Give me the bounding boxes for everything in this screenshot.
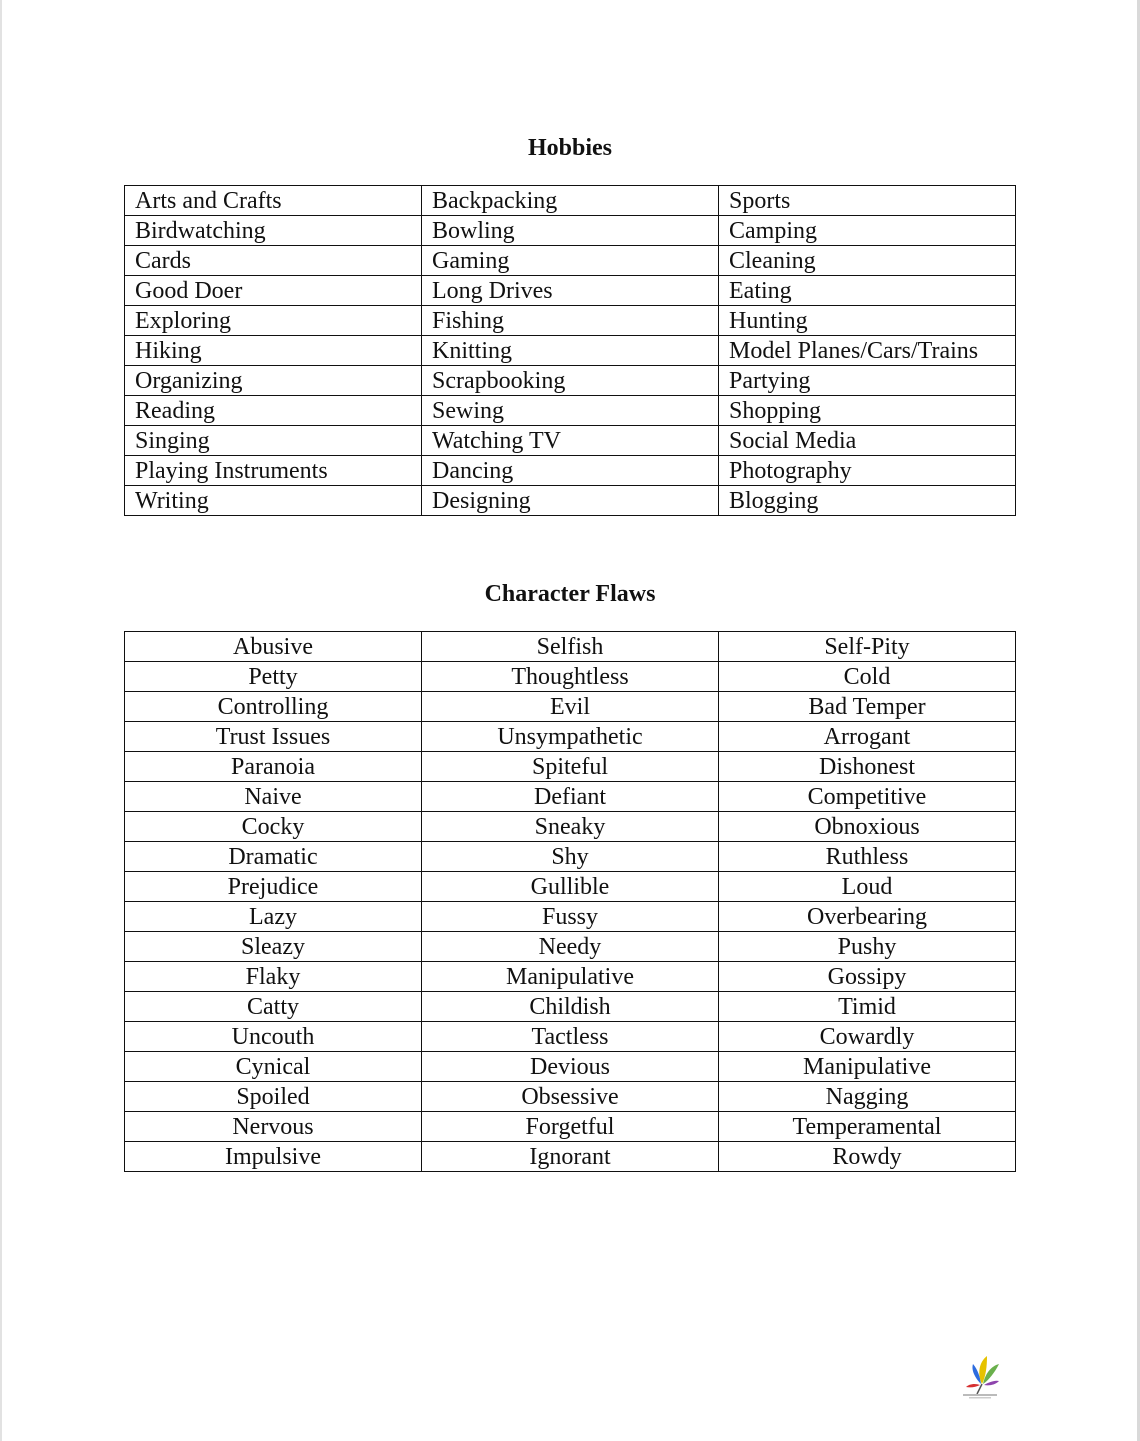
character-flaws-table-cell: Overbearing — [719, 902, 1016, 932]
character-flaws-table-row — [125, 992, 1016, 1022]
character-flaws-table-cell: Controlling — [125, 692, 422, 722]
character-flaws-table-row — [125, 1052, 1016, 1082]
character-flaws-table-cell: Temperamental — [719, 1112, 1016, 1142]
character-flaws-table-row — [125, 842, 1016, 872]
character-flaws-table-cell: Unsympathetic — [422, 722, 719, 752]
hobbies-table-cell: Gaming — [422, 246, 719, 276]
hobbies-table-cell: Knitting — [422, 336, 719, 366]
character-flaws-table-cell: Cocky — [125, 812, 422, 842]
character-flaws-table-row — [125, 782, 1016, 812]
character-flaws-table-cell: Catty — [125, 992, 422, 1022]
hobbies-table-cell: Photography — [719, 456, 1016, 486]
character-flaws-table-cell: Obsessive — [422, 1082, 719, 1112]
character-flaws-table-cell: Uncouth — [125, 1022, 422, 1052]
character-flaws-table-cell: Tactless — [422, 1022, 719, 1052]
character-flaws-table-row — [125, 902, 1016, 932]
hobbies-table-cell: Cards — [125, 246, 422, 276]
character-flaws-table-cell: Competitive — [719, 782, 1016, 812]
character-flaws-table-cell: Paranoia — [125, 752, 422, 782]
character-flaws-heading: Character Flaws — [484, 581, 656, 607]
hobbies-table-cell: Model Planes/Cars/Trains — [719, 336, 1016, 366]
hobbies-table-row — [125, 306, 1016, 336]
hobbies-table-cell: Backpacking — [422, 186, 719, 216]
character-flaws-table-cell: Spiteful — [422, 752, 719, 782]
character-flaws-table-cell: Lazy — [125, 902, 422, 932]
hobbies-table-row — [125, 486, 1016, 516]
hobbies-table-row — [125, 336, 1016, 366]
hobbies-table-row — [125, 426, 1016, 456]
hobbies-table-cell: Watching TV — [422, 426, 719, 456]
character-flaws-table-cell: Ignorant — [422, 1142, 719, 1172]
character-flaws-table-cell: Rowdy — [719, 1142, 1016, 1172]
logo-caption-mark — [963, 1394, 997, 1396]
hobbies-table-row — [125, 216, 1016, 246]
hobbies-table-cell: Exploring — [125, 306, 422, 336]
character-flaws-table-cell: Thoughtless — [422, 662, 719, 692]
hobbies-table-cell: Social Media — [719, 426, 1016, 456]
character-flaws-table-cell: Cynical — [125, 1052, 422, 1082]
hobbies-table-row — [125, 276, 1016, 306]
hobbies-table-cell: Organizing — [125, 366, 422, 396]
hobbies-table-cell: Good Doer — [125, 276, 422, 306]
character-flaws-table-row — [125, 752, 1016, 782]
character-flaws-table-cell: Forgetful — [422, 1112, 719, 1142]
hobbies-table-row — [125, 396, 1016, 426]
hobbies-table-row — [125, 366, 1016, 396]
hobbies-table-cell: Camping — [719, 216, 1016, 246]
character-flaws-table-cell: Sneaky — [422, 812, 719, 842]
hobbies-table-row — [125, 456, 1016, 486]
character-flaws-table-row — [125, 662, 1016, 692]
character-flaws-table-cell: Abusive — [125, 632, 422, 662]
hobbies-table-cell: Partying — [719, 366, 1016, 396]
character-flaws-table-cell: Bad Temper — [719, 692, 1016, 722]
character-flaws-table-row — [125, 1022, 1016, 1052]
character-flaws-table-row — [125, 932, 1016, 962]
hobbies-table-cell: Blogging — [719, 486, 1016, 516]
character-flaws-table-row — [125, 962, 1016, 992]
hobbies-table-cell: Writing — [125, 486, 422, 516]
hobbies-table-cell: Sports — [719, 186, 1016, 216]
character-flaws-table-row — [125, 692, 1016, 722]
character-flaws-table-cell: Self-Pity — [719, 632, 1016, 662]
hobbies-table-cell: Singing — [125, 426, 422, 456]
feather-logo-icon — [955, 1350, 1005, 1400]
hobbies-table-cell: Hunting — [719, 306, 1016, 336]
character-flaws-table — [124, 631, 1016, 1172]
character-flaws-table-cell: Childish — [422, 992, 719, 1022]
character-flaws-table-cell: Selfish — [422, 632, 719, 662]
character-flaws-table-cell: Naive — [125, 782, 422, 812]
character-flaws-table-cell: Pushy — [719, 932, 1016, 962]
hobbies-table-cell: Birdwatching — [125, 216, 422, 246]
hobbies-table-cell: Long Drives — [422, 276, 719, 306]
hobbies-table-cell: Dancing — [422, 456, 719, 486]
hobbies-table-cell: Scrapbooking — [422, 366, 719, 396]
hobbies-table-cell: Arts and Crafts — [125, 186, 422, 216]
character-flaws-table-cell: Timid — [719, 992, 1016, 1022]
character-flaws-table-row — [125, 1112, 1016, 1142]
feather-vane-red — [966, 1384, 980, 1387]
hobbies-table-cell: Bowling — [422, 216, 719, 246]
hobbies-table-cell: Playing Instruments — [125, 456, 422, 486]
hobbies-table-cell: Hiking — [125, 336, 422, 366]
character-flaws-table-cell: Fussy — [422, 902, 719, 932]
character-flaws-table-cell: Shy — [422, 842, 719, 872]
hobbies-heading: Hobbies — [527, 135, 613, 161]
character-flaws-table-cell: Cold — [719, 662, 1016, 692]
character-flaws-table-row — [125, 722, 1016, 752]
character-flaws-table-cell: Defiant — [422, 782, 719, 812]
character-flaws-table-cell: Sleazy — [125, 932, 422, 962]
character-flaws-table-cell: Gullible — [422, 872, 719, 902]
character-flaws-table-cell: Cowardly — [719, 1022, 1016, 1052]
hobbies-table-cell: Cleaning — [719, 246, 1016, 276]
hobbies-table-cell: Sewing — [422, 396, 719, 426]
hobbies-table-cell: Fishing — [422, 306, 719, 336]
character-flaws-table-cell: Manipulative — [422, 962, 719, 992]
hobbies-table-cell: Shopping — [719, 396, 1016, 426]
character-flaws-table-cell: Dramatic — [125, 842, 422, 872]
character-flaws-table-cell: Arrogant — [719, 722, 1016, 752]
character-flaws-table-cell: Spoiled — [125, 1082, 422, 1112]
character-flaws-table-row — [125, 632, 1016, 662]
character-flaws-table-cell: Manipulative — [719, 1052, 1016, 1082]
character-flaws-table-cell: Nagging — [719, 1082, 1016, 1112]
character-flaws-table-cell: Dishonest — [719, 752, 1016, 782]
hobbies-table — [124, 185, 1016, 516]
character-flaws-table-cell: Impulsive — [125, 1142, 422, 1172]
hobbies-table-row — [125, 246, 1016, 276]
logo-caption-mark-2 — [969, 1397, 991, 1399]
character-flaws-table-cell: Nervous — [125, 1112, 422, 1142]
character-flaws-table-row — [125, 1082, 1016, 1112]
character-flaws-table-cell: Gossipy — [719, 962, 1016, 992]
character-flaws-table-cell: Trust Issues — [125, 722, 422, 752]
character-flaws-table-row — [125, 872, 1016, 902]
character-flaws-table-row — [125, 812, 1016, 842]
hobbies-table-row — [125, 186, 1016, 216]
character-flaws-table-cell: Needy — [422, 932, 719, 962]
character-flaws-table-cell: Flaky — [125, 962, 422, 992]
character-flaws-table-cell: Prejudice — [125, 872, 422, 902]
character-flaws-table-row — [125, 1142, 1016, 1172]
hobbies-table-cell: Eating — [719, 276, 1016, 306]
character-flaws-table-cell: Petty — [125, 662, 422, 692]
character-flaws-table-cell: Evil — [422, 692, 719, 722]
character-flaws-table-cell: Obnoxious — [719, 812, 1016, 842]
character-flaws-table-cell: Devious — [422, 1052, 719, 1082]
page-edge-left — [0, 0, 2, 1441]
character-flaws-table-cell: Ruthless — [719, 842, 1016, 872]
character-flaws-table-cell: Loud — [719, 872, 1016, 902]
hobbies-table-cell: Reading — [125, 396, 422, 426]
hobbies-table-cell: Designing — [422, 486, 719, 516]
